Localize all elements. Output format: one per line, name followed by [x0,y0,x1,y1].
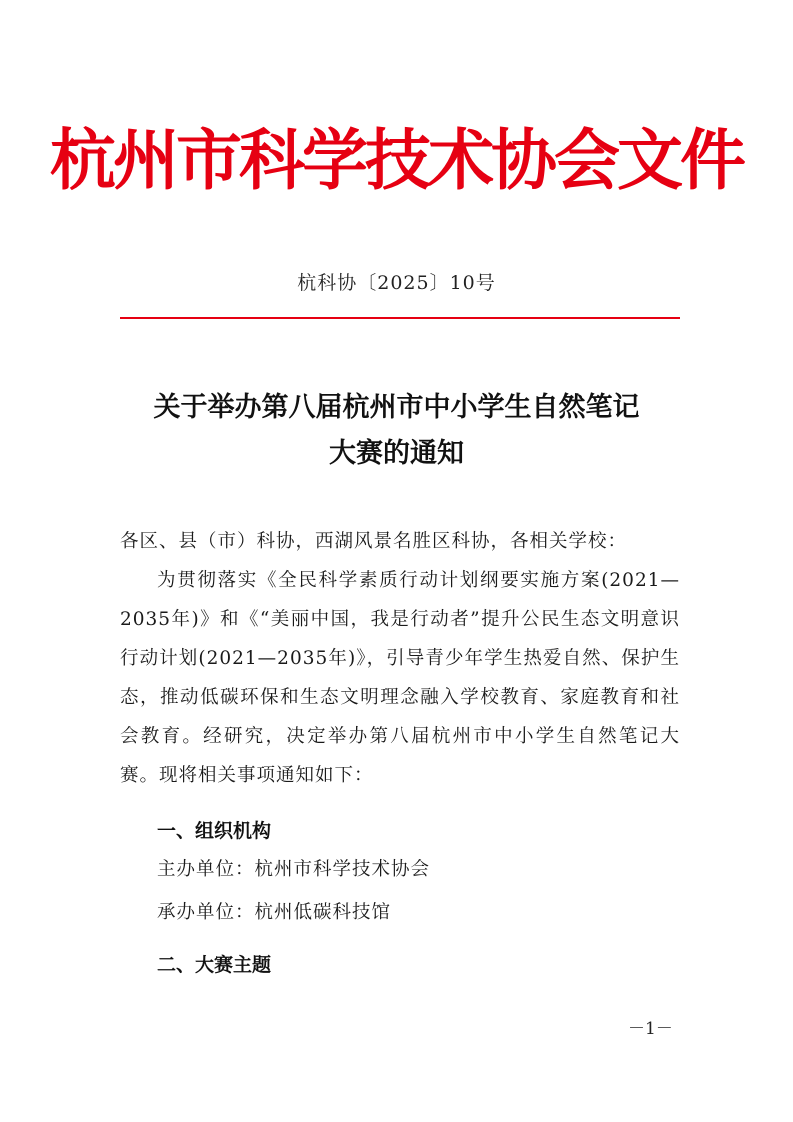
notice-title-line-2: 大赛的通知 [329,438,464,469]
red-divider-line [120,317,680,319]
undertaker-line: 承办单位：杭州低碳科技馆 [157,902,392,923]
section-heading-theme: 二、大赛主题 [157,954,272,976]
document-masthead: 杭州市科学技术协会文件 [50,121,743,199]
salutation: 各区、县（市）科协，西湖风景名胜区科协，各相关学校： [120,531,628,552]
notice-title [0,385,793,477]
document-number: 杭科协〔2025〕10号 [297,272,496,294]
organizer-line: 主办单位：杭州市科学技术协会 [157,859,431,880]
intro-paragraph: 为贯彻落实《全民科学素质行动计划纲要实施方案(2021—2035年)》和《“美丽中国，我是行动者”提升公民生态文明意识行动计划(2021—2035年)》，引导青少年学生热爱自然、保护生态，推动低碳环保和生态文明理念融入学校教育、家庭教育和社会教育。经研究，决定举办第八届杭州市中小学生自然笔记大赛。现将相关事项通知如下： [120,570,680,786]
section-heading-organization: 一、组织机构 [157,820,272,842]
page-number: －1－ [628,1019,673,1039]
notice-title-line-1: 关于举办第八届杭州市中小学生自然笔记 [153,392,640,423]
